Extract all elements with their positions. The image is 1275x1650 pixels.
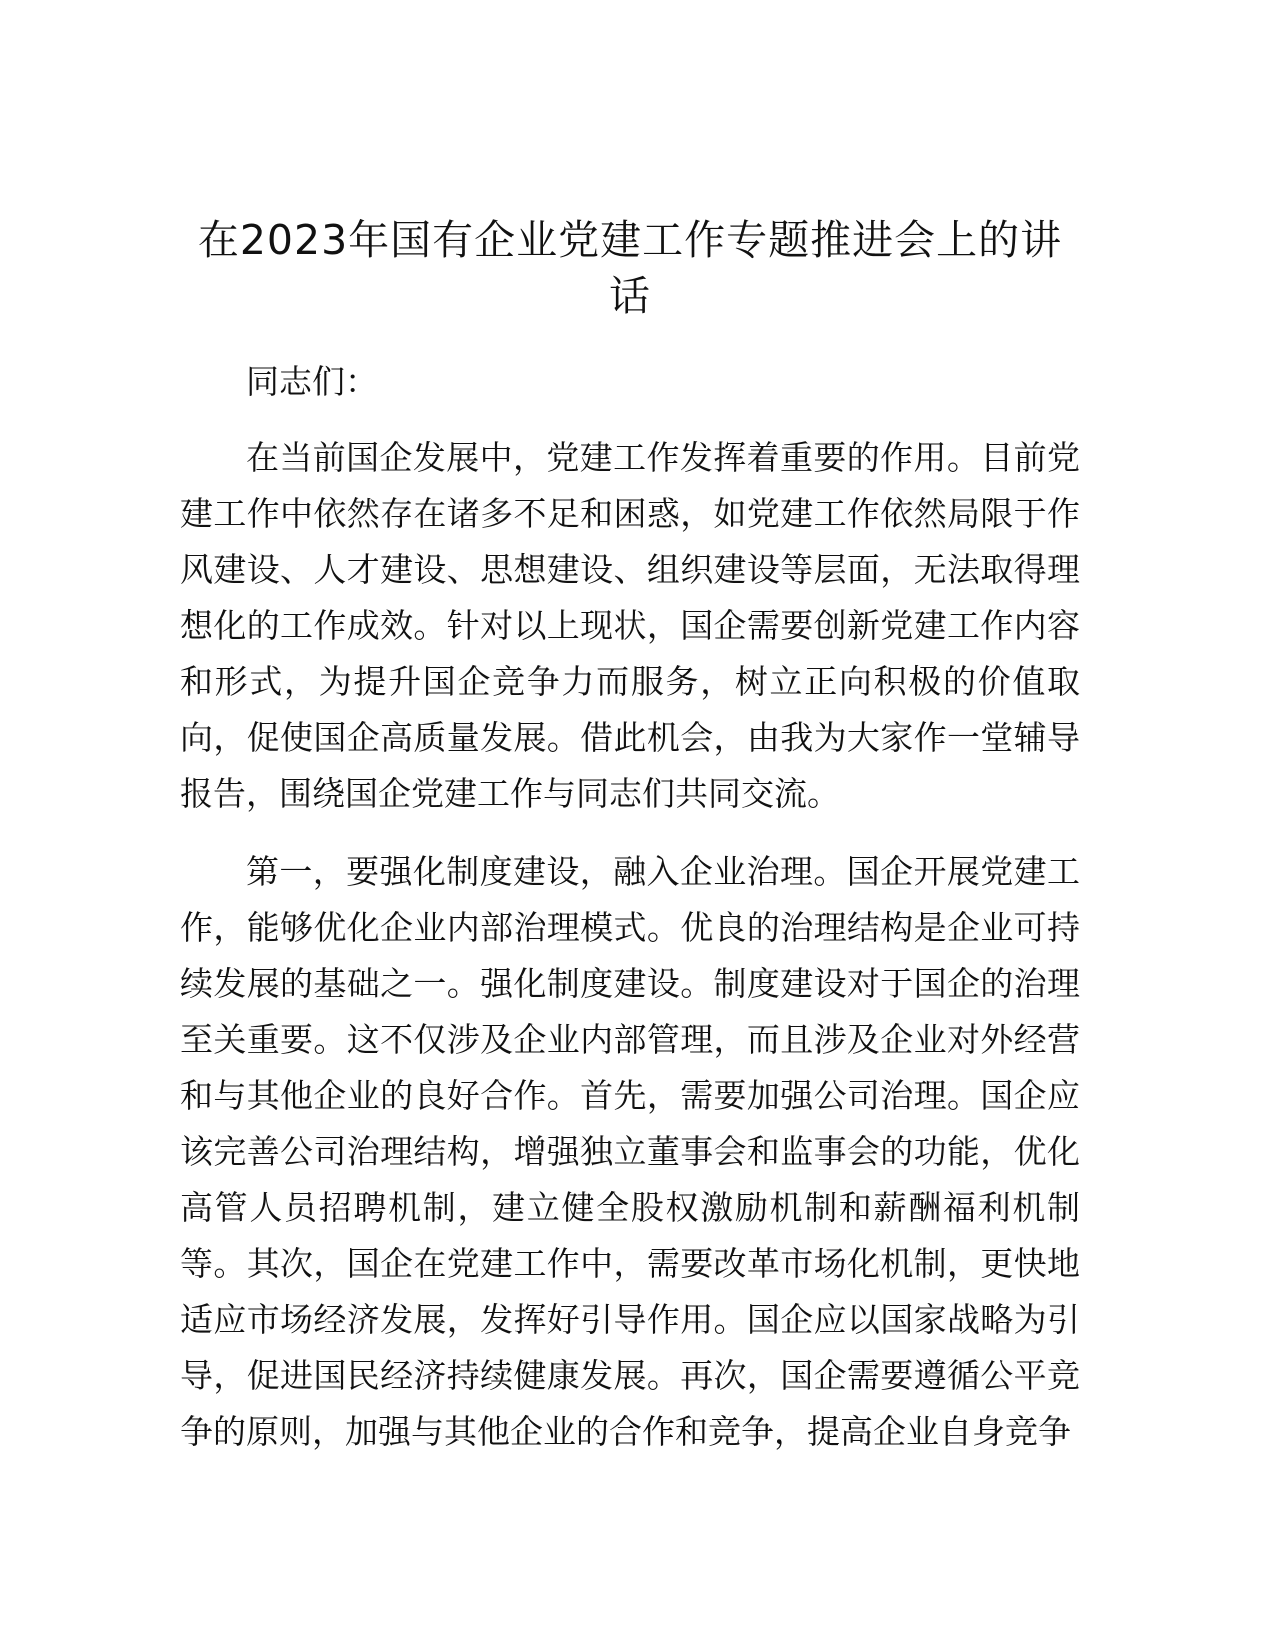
document-title: 在2023年国有企业党建工作专题推进会上的讲话	[197, 216, 1063, 320]
document-body	[180, 212, 1080, 1460]
paragraph-intro: 在当前国企发展中，党建工作发挥着重要的作用。目前党建工作中依然存在诸多不足和困惑，如党建工作依然局限于作风建设、人才建设、思想建设、组织建设等层面，无法取得理想化的工作成效。针对以上现状，国企需要创新党建工作内容和形式，为提升国企竞争力而服务，树立正向积极的价值取向，促使国企高质量发展。借此机会，由我为大家作一堂辅导报告，围绕国企党建工作与同志们共同交流。	[180, 438, 1080, 813]
greeting: 同志们：	[246, 362, 378, 401]
paragraph-first-point: 第一，要强化制度建设，融入企业治理。国企开展党建工作，能够优化企业内部治理模式。优良的治理结构是企业可持续发展的基础之一。强化制度建设。制度建设对于国企的治理至关重要。这不仅涉及企业内部管理，而且涉及企业对外经营和与其他企业的良好合作。首先，需要加强公司治理。国企应该完善公司治理结构，增强独立董事会和监事会的功能，优化高管人员招聘机制，建立健全股权激励机制和薪酬福利机制等。其次，国企在党建工作中，需要改革市场化机制，更快地适应市场经济发展，发挥好引导作用。国企应以国家战略为引导，促进国民经济持续健康发展。再次，国企需要遵循公平竞争的原则，加强与其他企业的合作和竞争，提高企业自身竞争	[180, 852, 1080, 1451]
